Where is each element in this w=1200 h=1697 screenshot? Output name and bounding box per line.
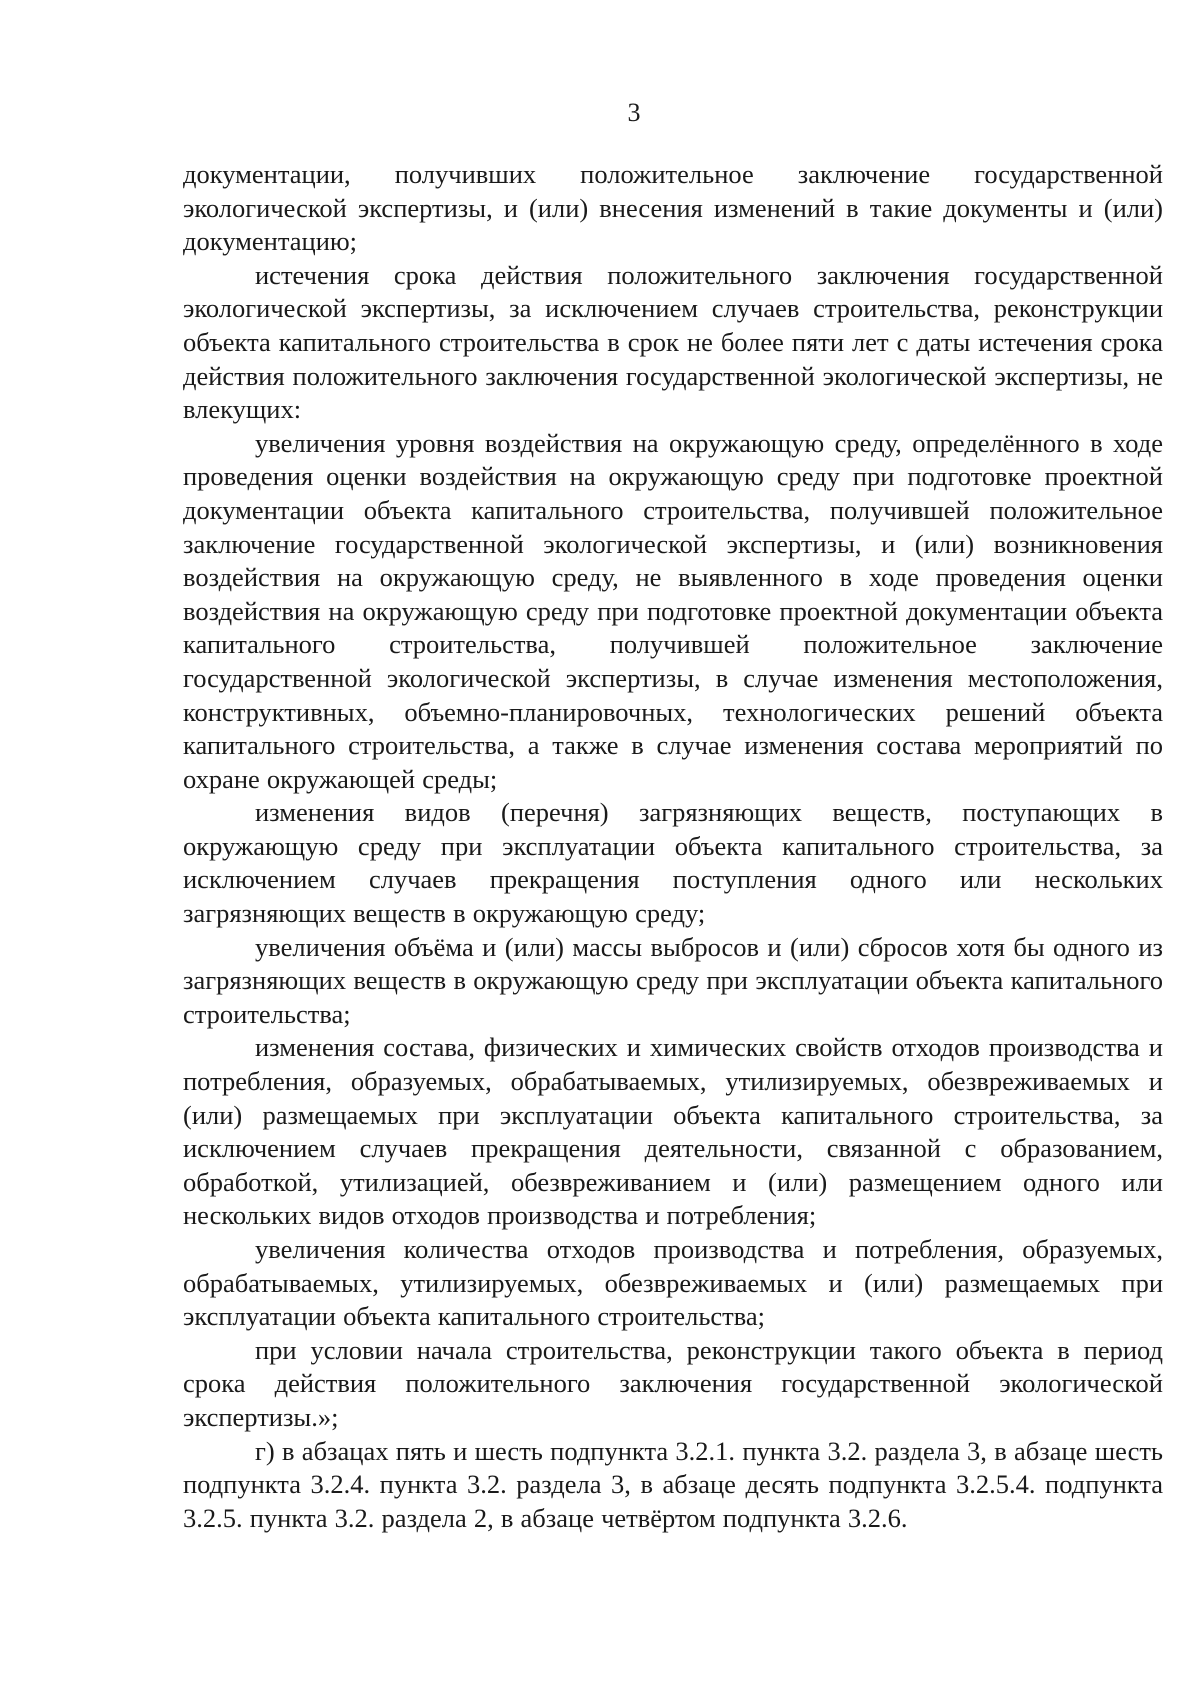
paragraph-3: увеличения уровня воздействия на окружающую среду, определённого в ходе проведения оценки воздействия на окружающую среду при подготовке проектной документации объекта капитального строительства, получившей положительное заключение государственной экологической экспертизы, и (или) возникновения воздействия на окружающую среду, не выявленного в ходе проведения оценки воздействия на окружающую среду при подготовке проектной документации объекта капитального строительства, получившей положительное заключение государственной экологической экспертизы, в случае изменения местоположения, конструктивных, объемно-планировочных, технологических решений объекта капитального строительства, а также в случае изменения состава мероприятий по охране окружающей среды; — [183, 427, 1163, 794]
page-number: 3 — [627, 98, 641, 127]
paragraph-1: документации, получивших положительное заключение государственной экологической экспертизы, и (или) внесения изменений в такие документы и (или) документацию; — [183, 159, 1163, 257]
paragraph-4: изменения видов (перечня) загрязняющих веществ, поступающих в окружающую среду при эксплуатации объекта капитального строительства, за исключением случаев прекращения поступления одного или нескольких загрязняющих веществ в окружающую среду; — [183, 797, 1163, 929]
paragraph-6: изменения состава, физических и химических свойств отходов производства и потребления, образуемых, обрабатываемых, утилизируемых, обезвреживаемых и (или) размещаемых при эксплуатации объекта капитального строительства, за исключением случаев прекращения деятельности, связанной с образованием, обработкой, утилизацией, обезвреживанием и (или) размещением одного или нескольких видов отходов производства и потребления; — [183, 1032, 1163, 1231]
document-body — [183, 158, 1163, 1535]
paragraph-8: при условии начала строительства, реконструкции такого объекта в период срока действия положительного заключения государственной экологической экспертизы.»; — [183, 1334, 1163, 1432]
paragraph-2: истечения срока действия положительного заключения государственной экологической экспертизы, за исключением случаев строительства, реконструкции объекта капитального строительства в срок не более пяти лет с даты истечения срока действия положительного заключения государственной экологической экспертизы, не влекущих: — [183, 259, 1163, 425]
paragraph-7: увеличения количества отходов производства и потребления, образуемых, обрабатываемых, утилизируемых, обезвреживаемых и (или) размещаемых при эксплуатации объекта капитального строительства; — [183, 1234, 1163, 1332]
paragraph-9: г) в абзацах пять и шесть подпункта 3.2.1. пункта 3.2. раздела 3, в абзаце шесть подпункта 3.2.4. пункта 3.2. раздела 3, в абзаце десять подпункта 3.2.5.4. подпункта 3.2.5. пункта 3.2. раздела 2, в абзаце четвёртом подпункта 3.2.6. — [183, 1435, 1163, 1533]
paragraph-5: увеличения объёма и (или) массы выбросов и (или) сбросов хотя бы одного из загрязняющих веществ в окружающую среду при эксплуатации объекта капитального строительства; — [183, 931, 1163, 1029]
